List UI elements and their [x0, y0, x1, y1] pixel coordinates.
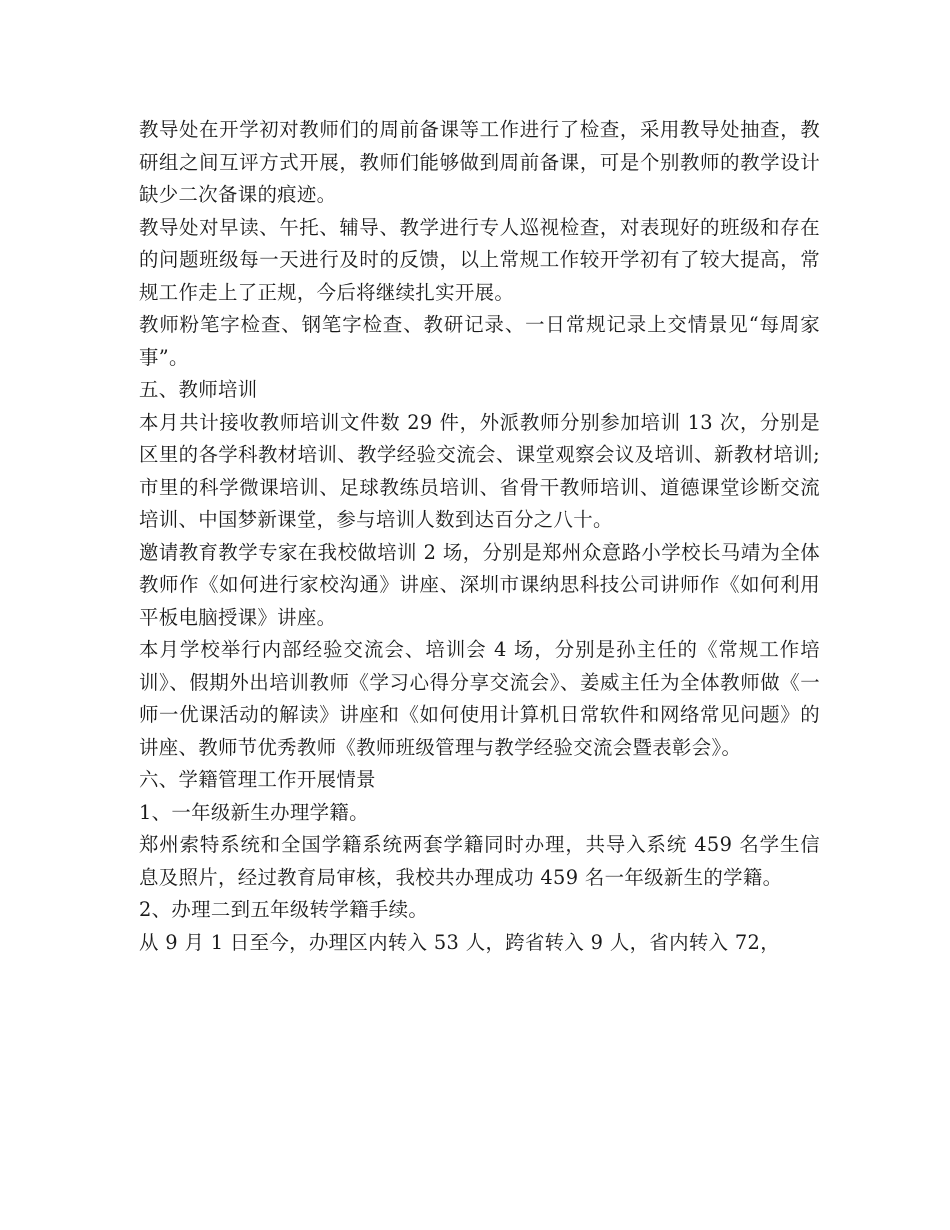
paragraph-expert-training: 邀请教育教学专家在我校做培训 2 场，分别是郑州众意路小学校长马靖为全体教师作《如何进行家校沟通》讲座、深圳市课纳思科技公司讲师作《如何利用平板电脑授课》讲座。 — [139, 540, 820, 629]
section-heading-teacher-training: 五、教师培训 — [139, 378, 258, 401]
subheading-first-grade-enrollment: 1、一年级新生办理学籍。 — [139, 800, 369, 824]
paragraph-training-files: 本月共计接收教师培训文件数 29 件，外派教师分别参加培训 13 次，分别是区里的各学科教材培训、教学经验交流会、课堂观察会议及培训、新教材培训;市里的科学微课培训、足球教练员培训、省骨干教师培训、道德课堂诊断交流培训、中国梦新课堂，参与培训人数到达百分之八十。 — [139, 410, 820, 531]
section-heading-enrollment-management: 六、学籍管理工作开展情景 — [139, 768, 376, 791]
paragraph-lesson-prep-check: 教导处在开学初对教师们的周前备课等工作进行了检查，采用教导处抽查，教研组之间互评方式开展，教师们能够做到周前备课，可是个别教师的教学设计缺少二次备课的痕迹。 — [139, 118, 820, 206]
paragraph-enrollment-systems: 郑州索特系统和全国学籍系统两套学籍同时办理，共导入系统 459 名学生信息及照片，经过教育局审核，我校共办理成功 459 名一年级新生的学籍。 — [139, 833, 820, 889]
paragraph-internal-exchange: 本月学校举行内部经验交流会、培训会 4 场，分别是孙主任的《常规工作培训》、假期外出培训教师《学习心得分享交流会》、姜威主任为全体教师做《一师一优课活动的解读》讲座和《如何使用计算机日常软件和网络常见问题》的讲座、教师节优秀教师《教师班级管理与教学经验交流会暨表彰会》。 — [139, 638, 820, 759]
document-body — [139, 114, 820, 959]
paragraph-handwriting-check: 教师粉笔字检查、钢笔字检查、教研记录、一日常规记录上交情景见“每周家事”。 — [139, 313, 820, 369]
subheading-transfer-procedures: 2、办理二到五年级转学籍手续。 — [139, 898, 429, 921]
paragraph-patrol-inspection: 教导处对早读、午托、辅导、教学进行专人巡视检查，对表现好的班级和存在的问题班级每一天进行及时的反馈，以上常规工作较开学初有了较大提高，常规工作走上了正规，今后将继续扎实开展。 — [139, 215, 820, 304]
paragraph-transfer-counts: 从 9 月 1 日至今，办理区内转入 53 人，跨省转入 9 人，省内转入 72， — [139, 930, 780, 954]
